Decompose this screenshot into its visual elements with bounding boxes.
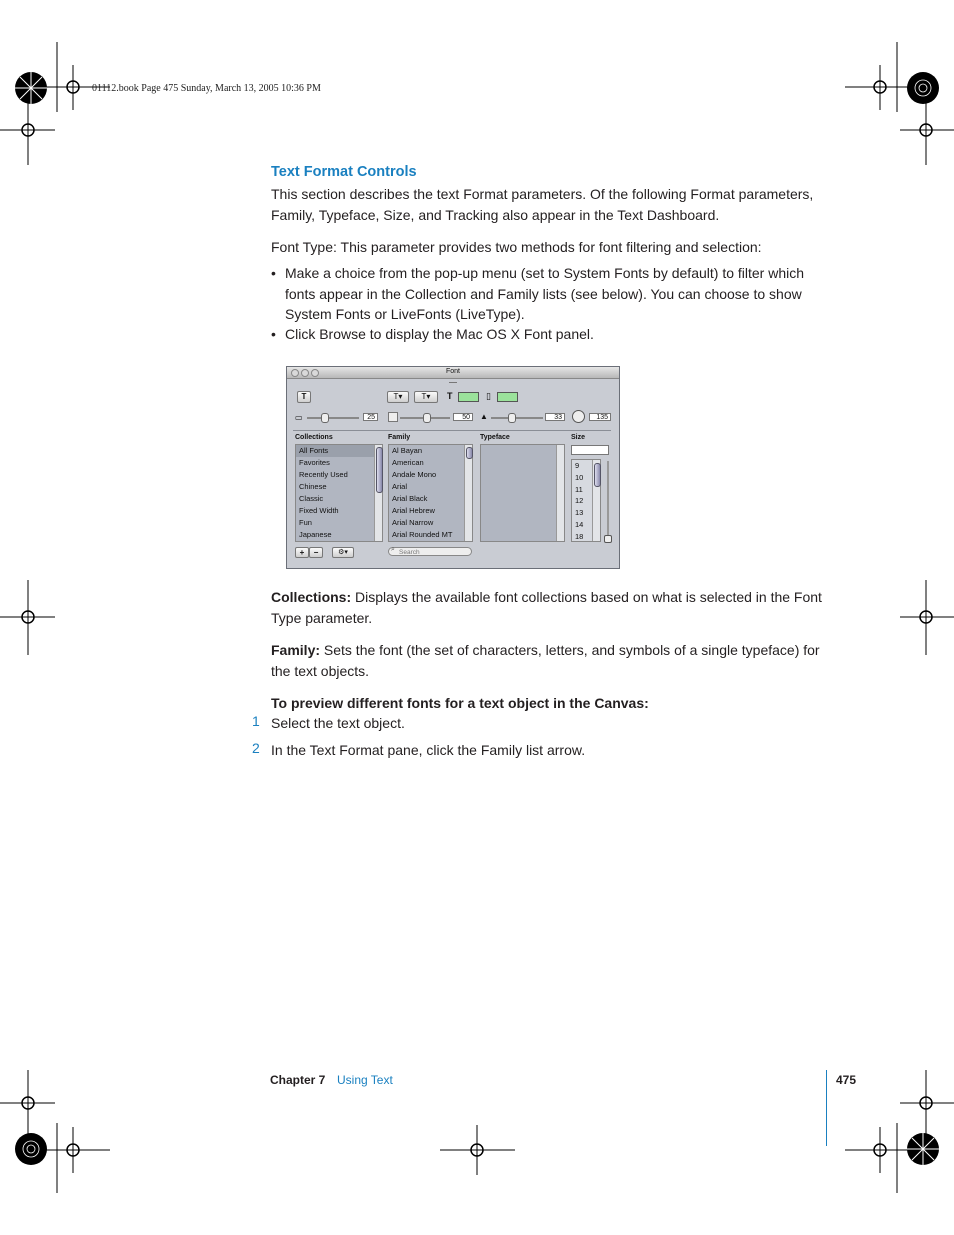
shadow-angle-value[interactable]: 135	[589, 413, 611, 421]
collections-column-label: Collections	[295, 434, 333, 441]
list-item[interactable]: 12	[575, 496, 584, 506]
list-item[interactable]: 18	[575, 531, 584, 541]
shadow-offset-slider[interactable]	[491, 417, 543, 419]
collections-text: Displays the available font collections based on what is selected in the Font Type parameter.	[271, 589, 822, 626]
action-menu-button[interactable]: ⚙▾	[332, 547, 354, 558]
collections-term: Collections:	[271, 589, 352, 605]
list-item[interactable]: Fun	[299, 518, 312, 527]
family-column-label: Family	[388, 434, 411, 441]
size-field[interactable]	[571, 445, 609, 455]
document-color-swatch[interactable]	[497, 392, 518, 402]
text-color-icon: T	[447, 391, 453, 401]
list-item[interactable]: Arial Hebrew	[392, 506, 435, 515]
shadow-angle-dial[interactable]	[572, 410, 585, 423]
shadow-offset-icon: ▲	[480, 412, 488, 421]
text-effects-button[interactable]: T	[297, 391, 311, 403]
search-icon: ⌕	[391, 546, 395, 553]
list-item[interactable]: Classic	[299, 494, 324, 503]
remove-collection-button[interactable]: −	[309, 547, 323, 558]
list-item[interactable]: Andale Mono	[392, 470, 437, 479]
text-color-swatch[interactable]	[458, 392, 479, 402]
size-slider-knob[interactable]	[604, 535, 612, 543]
list-item[interactable]: American	[392, 458, 424, 467]
size-slider[interactable]	[607, 461, 609, 541]
list-item[interactable]: Arial Rounded MT	[392, 530, 453, 539]
shadow-offset-knob[interactable]	[508, 413, 516, 423]
add-collection-button[interactable]: +	[295, 547, 309, 558]
font-type-paragraph	[271, 237, 831, 258]
step-text: In the Text Format pane, click the Family list arrow.	[271, 742, 586, 758]
bullet-text: Make a choice from the pop-up menu (set to System Fonts by default) to filter which fonts appear in the Collection and Family lists (see below). You can choose to show System Fonts or LiveFonts (LiveType).	[285, 265, 805, 322]
font-type-term: Font Type	[271, 239, 334, 255]
list-item[interactable]: Arial	[392, 482, 408, 491]
page-number: 475	[836, 1073, 857, 1087]
bullet-dot: •	[271, 326, 276, 342]
shadow-blur-value[interactable]: 50	[453, 413, 473, 421]
bullet-item	[271, 324, 831, 345]
search-input[interactable]: Search	[388, 547, 472, 556]
list-item[interactable]: 10	[575, 472, 584, 482]
intro-paragraph: This section describes the text Format parameters. Of the following Format parameters, Family, Typeface, Size, and Tracking also appear in the Text Dashboard.	[271, 186, 814, 223]
size-column-label: Size	[571, 434, 586, 441]
document-color-icon: ▯	[486, 391, 491, 401]
shadow-blur-icon	[388, 412, 398, 422]
shadow-opacity-value[interactable]: 25	[363, 413, 378, 421]
scroll-thumb[interactable]	[376, 447, 383, 493]
footer-chapter-title: Using Text	[337, 1073, 393, 1087]
family-paragraph	[271, 640, 831, 681]
font-panel-title: Font	[445, 368, 460, 375]
list-item[interactable]: Fixed Width	[299, 506, 339, 515]
shadow-blur-knob[interactable]	[423, 413, 431, 423]
procedure-heading: To preview different fonts for a text object in the Canvas:	[271, 695, 649, 711]
list-item[interactable]: Chinese	[299, 482, 327, 491]
scroll-thumb[interactable]	[466, 447, 473, 459]
collections-list[interactable]	[295, 444, 383, 542]
font-panel-screenshot	[286, 366, 620, 569]
typeface-column-label: Typeface	[480, 434, 510, 441]
printer-slug-line: 01112.book Page 475 Sunday, March 13, 2005 10:36 PM	[92, 83, 321, 94]
list-item[interactable]: All Fonts	[296, 445, 382, 457]
list-item[interactable]: Japanese	[299, 530, 332, 539]
list-item[interactable]: 11	[575, 484, 583, 494]
list-item[interactable]: Favorites	[299, 458, 330, 467]
font-type-text: : This parameter provides two methods for font filtering and selection:	[333, 239, 762, 255]
panel-divider	[293, 430, 611, 431]
family-list[interactable]	[388, 444, 473, 542]
list-item[interactable]: 14	[575, 519, 584, 529]
list-item[interactable]: 9	[575, 461, 580, 470]
family-scrollbar[interactable]	[464, 445, 472, 541]
list-item[interactable]: Al Bayan	[392, 446, 423, 455]
step-number: 2	[252, 740, 260, 756]
collections-paragraph	[271, 587, 831, 628]
shadow-opacity-knob[interactable]	[321, 413, 329, 423]
list-item[interactable]: Recently Used	[299, 470, 348, 479]
strikethrough-menu-button[interactable]: T▾	[414, 391, 438, 403]
shadow-icon: ▭	[295, 413, 303, 422]
bullet-text: Click Browse to display the Mac OS X Font panel.	[285, 326, 594, 342]
collections-scrollbar[interactable]	[374, 445, 382, 541]
toolbar-divider	[449, 382, 457, 383]
list-item[interactable]: Arial Narrow	[392, 518, 434, 527]
scroll-thumb[interactable]	[594, 463, 601, 487]
size-list[interactable]	[571, 459, 601, 542]
family-text: Sets the font (the set of characters, letters, and symbols of a single typeface) for the text objects.	[271, 642, 820, 679]
family-term: Family:	[271, 642, 321, 658]
shadow-opacity-slider[interactable]	[307, 417, 359, 419]
font-panel-titlebar	[287, 367, 619, 379]
section-heading: Text Format Controls	[271, 164, 417, 180]
footer-rule	[826, 1070, 827, 1146]
bullet-item	[271, 263, 831, 325]
typeface-scrollbar[interactable]	[556, 445, 564, 541]
size-scrollbar[interactable]	[592, 460, 600, 541]
footer-chapter: Chapter 7	[270, 1073, 326, 1087]
bullet-dot: •	[271, 265, 276, 281]
typeface-list[interactable]	[480, 444, 565, 542]
shadow-offset-value[interactable]: 33	[545, 413, 565, 421]
list-item[interactable]: Arial Black	[392, 494, 428, 503]
underline-menu-button[interactable]: T▾	[387, 391, 409, 403]
step-text: Select the text object.	[271, 715, 405, 731]
step-number: 1	[252, 713, 260, 729]
list-item[interactable]: 13	[575, 508, 584, 518]
